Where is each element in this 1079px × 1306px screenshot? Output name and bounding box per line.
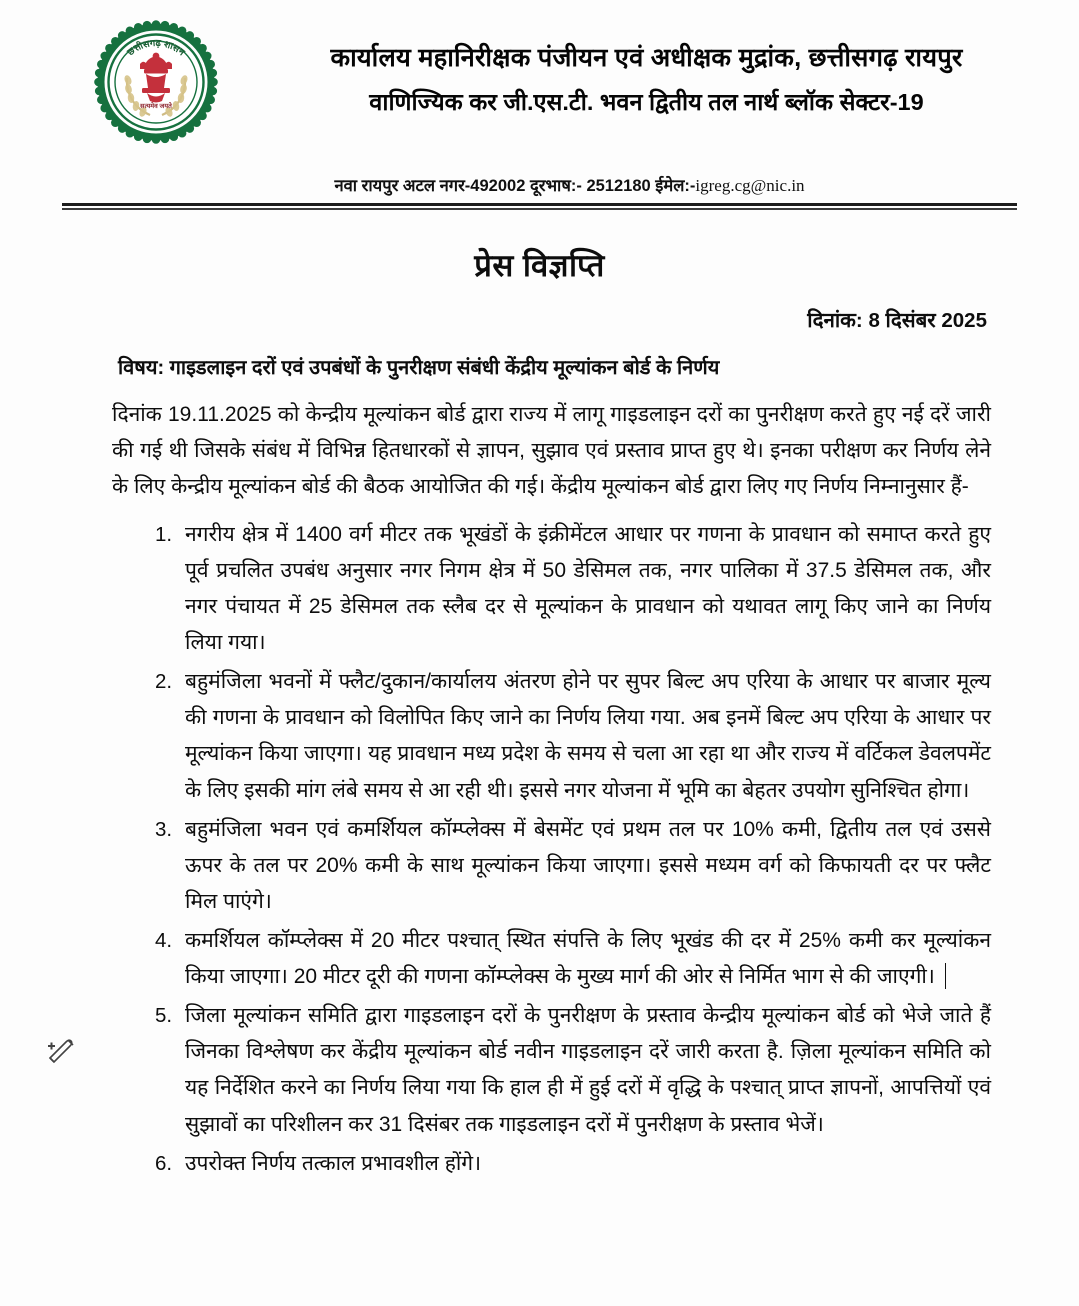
- list-item-number: 5.: [155, 1004, 173, 1028]
- divider-thin-rule: [62, 208, 1017, 210]
- list-item-number: 2.: [155, 670, 173, 694]
- list-item-number: 6.: [155, 1151, 173, 1175]
- list-item-text: जिला मूल्यांकन समिति द्वारा गाइडलाइन दरों के पुनरीक्षण के प्रस्ताव केन्द्रीय मूल्यांकन बोर्ड को भेजे जाते हैं जिनका विश्लेषण कर केंद्रीय मूल्यांकन बोर्ड नवीन गाइडलाइन दरें जारी करता है. ज़िला मूल्यांकन समिति को यह निर्देशित करने का निर्णय लिया गया कि हाल ही में हुई दरों में वृद्धि के पश्चात् प्राप्त ज्ञापनों, आपत्तियों एवं सुझावों का परिशीलन कर 31 दिसंबर तक गाइडलाइन दरों में पुनरीक्षण के प्रस्ताव भेजें।: [185, 1004, 991, 1136]
- list-item-text: [185, 923, 991, 995]
- subject-line: विषय: गाइडलाइन दरों एवं उपबंधों के पुनरीक्षण संबंधी केंद्रीय मूल्यांकन बोर्ड के निर्णय: [118, 356, 720, 379]
- emblem-container: [92, 14, 220, 160]
- header-divider: [62, 203, 1017, 210]
- office-address-line: [0, 173, 1079, 196]
- document-date: दिनांक: 8 दिसंबर 2025: [807, 308, 987, 332]
- margin-annotation-icon: [44, 1034, 78, 1068]
- list-item-number: 1.: [155, 522, 173, 546]
- address-text: नवा रायपुर अटल नगर-492002 दूरभाष:- 2512180 ईमेल:-: [334, 177, 696, 195]
- intro-paragraph: दिनांक 19.11.2025 को केन्द्रीय मूल्यांकन बोर्ड द्वारा राज्य में लागू गाइडलाइन दरों का पुनरीक्षण करते हुए नई दरें जारी की गई थी जिसके संबंध में विभिन्न हितधारकों से ज्ञापन, सुझाव एवं प्रस्ताव प्राप्त हुए थे। इनका परीक्षण कर निर्णय लेने के लिए केन्द्रीय मूल्यांकन बोर्ड की बैठक आयोजित की गई। केंद्रीय मूल्यांकन बोर्ड द्वारा लिए गए निर्णय निम्नानुसार हैं-: [112, 402, 991, 498]
- text-cursor: [945, 963, 947, 989]
- list-item-text: उपरोक्त निर्णय तत्काल प्रभावशील होंगे।: [185, 1151, 482, 1175]
- list-item: [0, 998, 1079, 1142]
- letterhead-text: [236, 14, 1057, 120]
- chhattisgarh-government-emblem-icon: [94, 20, 218, 144]
- list-item-text-body: कमर्शियल कॉम्प्लेक्स में 20 मीटर पश्चात् स्थित संपत्ति के लिए भूखंड की दर में 25% कमी कर मूल्यांकन किया जाएगा। 20 मीटर दूरी की गणना कॉम्प्लेक्स के मुख्य मार्ग की ओर से निर्मित भाग से की जाएगी।: [185, 929, 991, 989]
- divider-thick-rule: [62, 203, 1017, 206]
- office-building-line: वाणिज्यिक कर जी.एस.टी. भवन द्वितीय तल नार्थ ब्लॉक सेक्टर-19: [369, 89, 924, 116]
- svg-text:छत्तीसगढ़ शासन: छत्तीसगढ़ शासन: [125, 37, 187, 59]
- list-item-text: नगरीय क्षेत्र में 1400 वर्ग मीटर तक भूखंडों के इंक्रीमेंटल आधार पर गणना के प्रावधान को समाप्त करते हुए पूर्व प्रचलित उपबंध अनुसार नगर निगम क्षेत्र में 50 डेसिमल तक, नगर पालिका में 37.5 डेसिमल तक, और नगर पंचायत में 25 डेसिमल तक स्लैब दर से मूल्यांकन के प्रावधान को यथावत लागू किए जाने का निर्णय लिया गया।: [185, 522, 991, 655]
- letterhead: [0, 0, 1079, 160]
- email-address: igreg.cg@nic.in: [695, 176, 805, 195]
- list-item-number: 3.: [155, 817, 173, 841]
- list-item-text: बहुमंजिला भवनों में फ्लैट/दुकान/कार्यालय अंतरण होने पर सुपर बिल्ट अप एरिया के आधार पर बाजार मूल्य की गणना के प्रावधान को विलोपित किए जाने का निर्णय लिया गया. अब इनमें बिल्ट अप एरिया के आधार पर मूल्यांकन किया जाएगा। यह प्रावधान मध्य प्रदेश के समय से चला आ रहा था और राज्य में वर्टिकल डेवलपमेंट के लिए इसकी मांग लंबे समय से आ रही थी। इससे नगर योजना में भूमि का बेहतर उपयोग सुनिश्चित होगा।: [185, 670, 991, 802]
- list-item-text: बहुमंजिला भवन एवं कमर्शियल कॉम्प्लेक्स में बेसमेंट एवं प्रथम तल पर 10% कमी, द्वितीय तल एवं उससे ऊपर के तल पर 20% कमी के साथ मूल्यांकन किया जाएगा। इससे मध्यम वर्ग को किफायती दर पर फ्लैट मिल पाएंगे।: [185, 817, 991, 913]
- list-item-number: 4.: [155, 929, 173, 953]
- list-item: [0, 923, 1079, 995]
- list-item: [0, 517, 1079, 661]
- svg-text:सत्यमेव जयते: सत्यमेव जयते: [140, 103, 172, 110]
- decisions-list: [0, 517, 1079, 1182]
- list-item: [0, 812, 1079, 920]
- office-name-line: कार्यालय महानिरीक्षक पंजीयन एवं अधीक्षक मुद्रांक, छत्तीसगढ़ रायपुर: [330, 44, 963, 72]
- list-item: [0, 664, 1079, 808]
- list-item: [0, 1146, 1079, 1182]
- page-title: प्रेस विज्ञप्ति: [474, 247, 605, 283]
